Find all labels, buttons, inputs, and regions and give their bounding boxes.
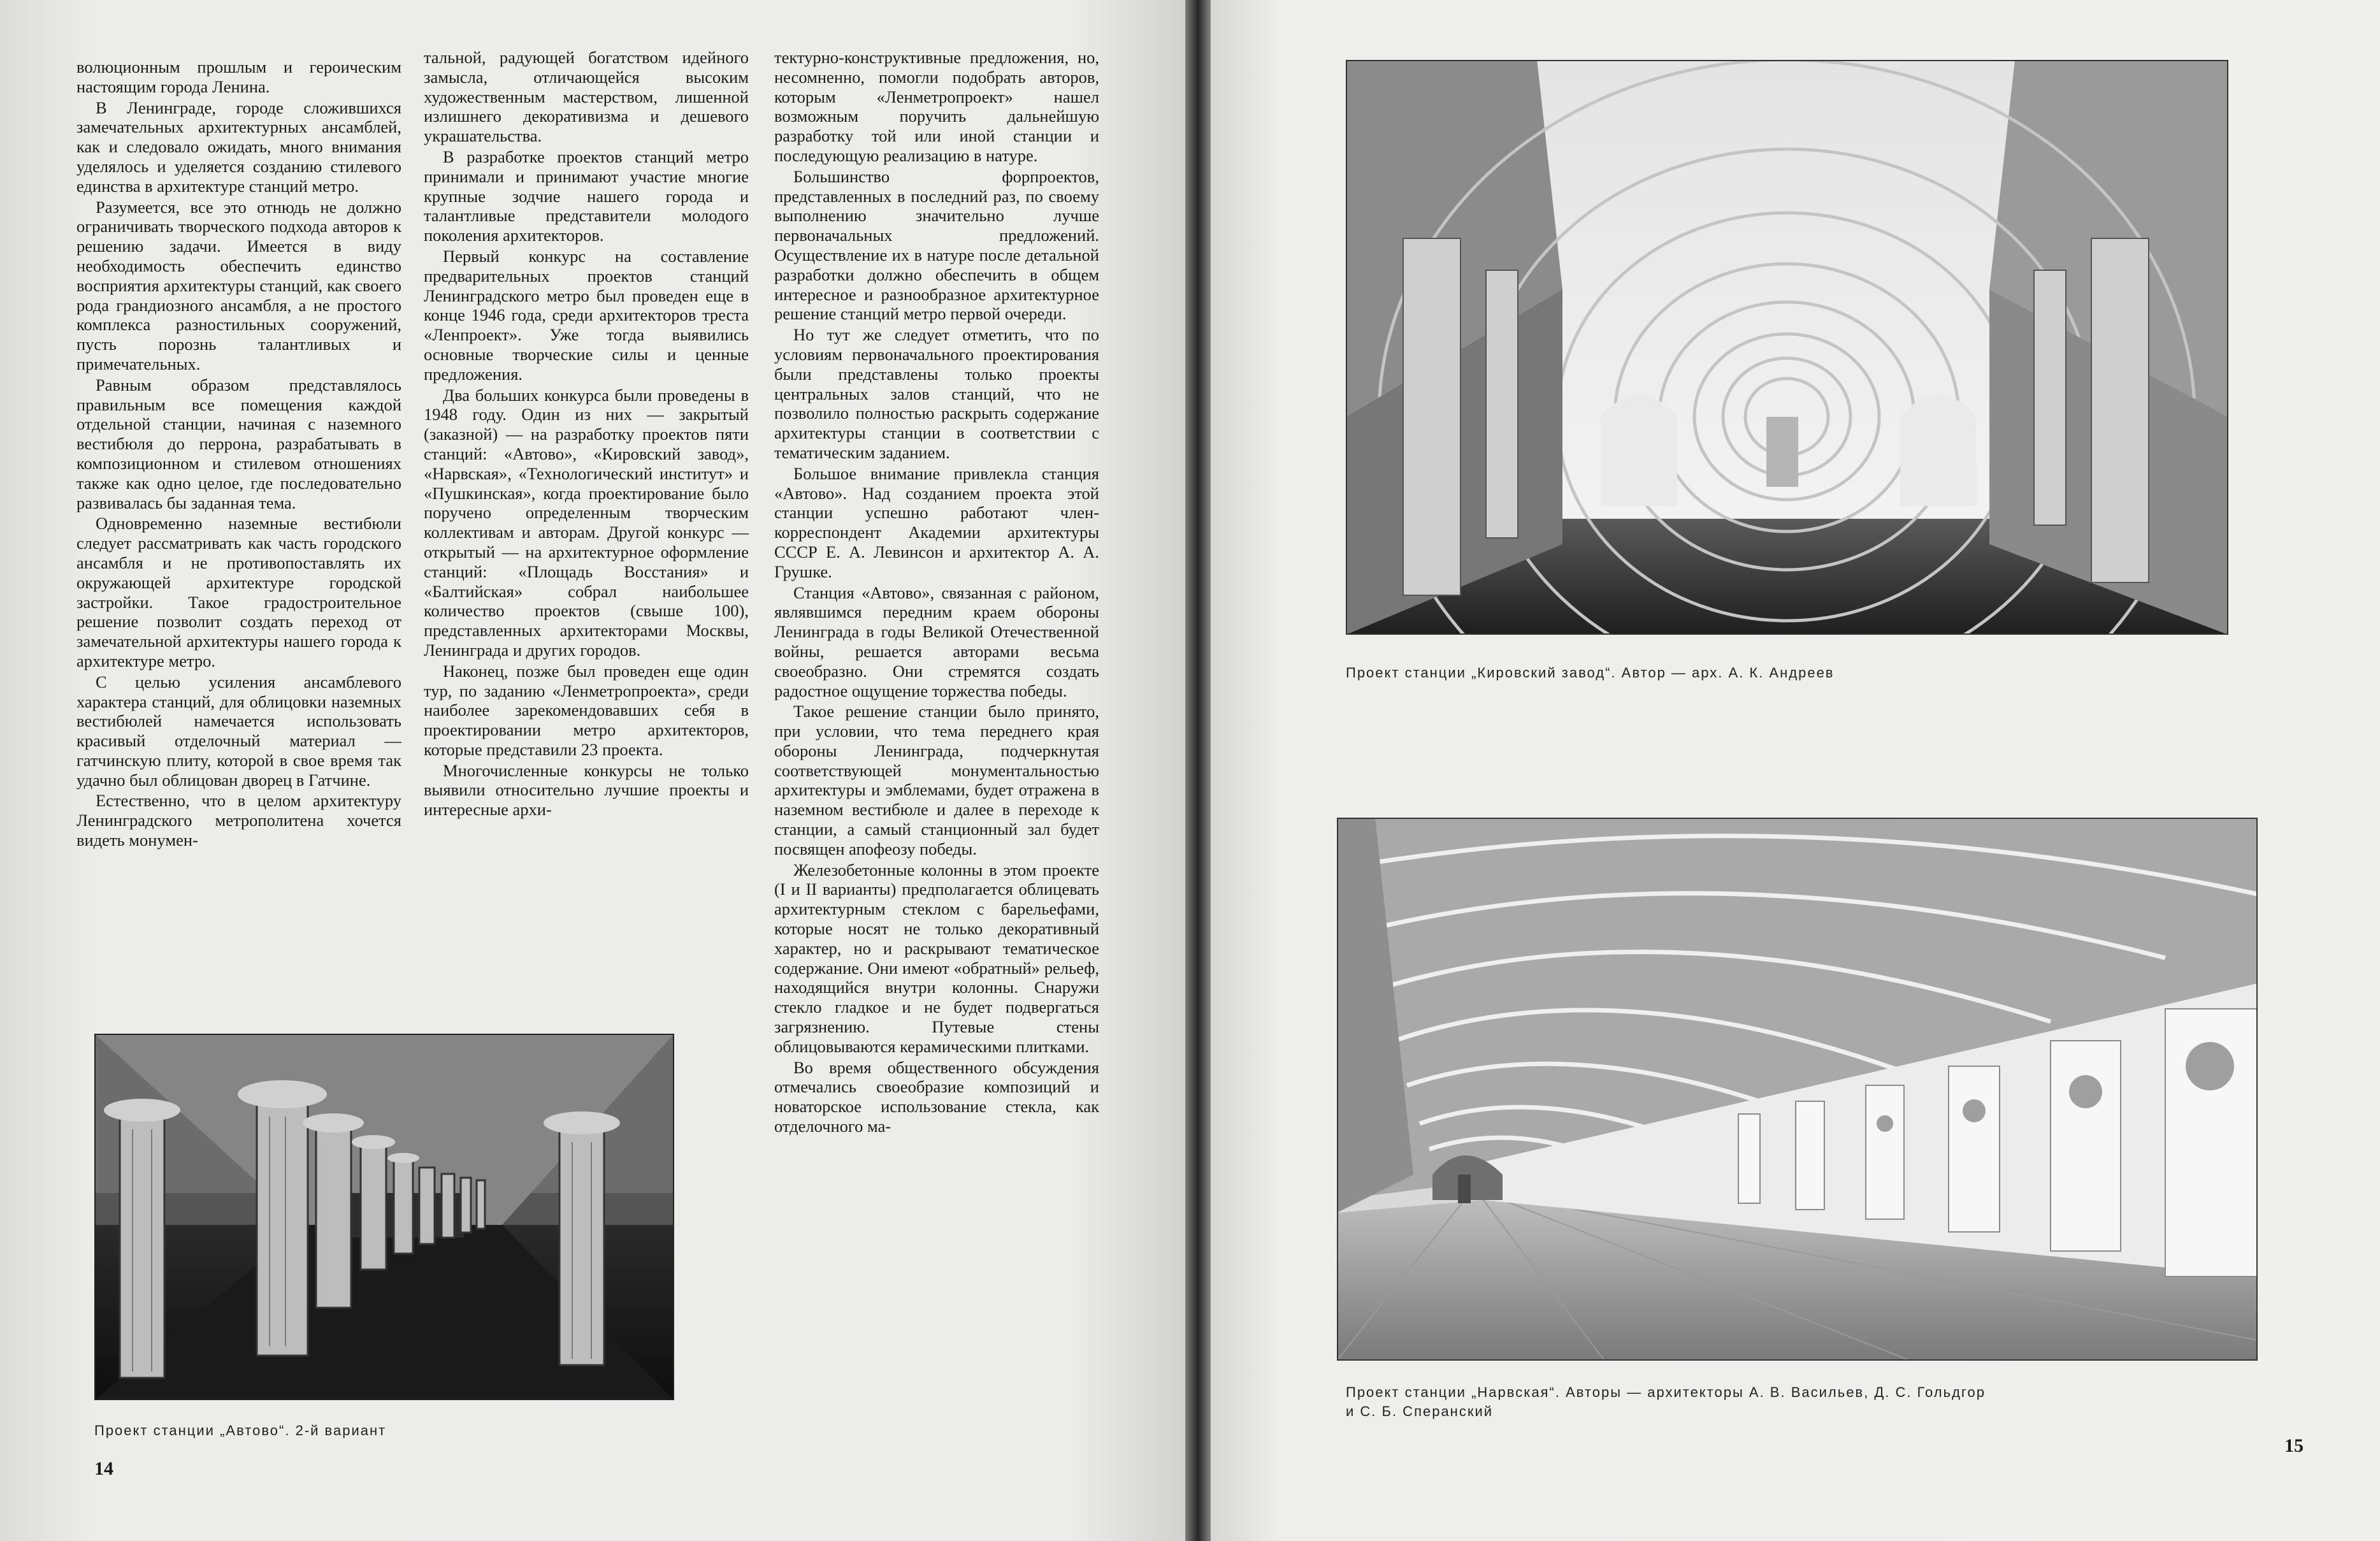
paragraph: С целью усиления ансамблевого характера станций, для облицовки наземных вестибюлей намечается использовать красивый отделочный материал — гатчинскую плиту, которой в свое время так удачно был облицован дворец в Гатчине. [76, 672, 401, 790]
left-page [0, 0, 1185, 1541]
text-column-2 [424, 48, 749, 820]
kirovsky-figure-caption: Проект станции „Кировский завод“. Автор — арх. А. К. Андреев [1346, 665, 1835, 681]
paragraph: Равным образом представлялось правильным все помещения каждой отдельной станции, начиная с наземного вестибюля до перрона, разрабатывать в композиционном и стилевом отношениях также как одно целое, где последовательно развивалась бы заданная тема. [76, 375, 401, 512]
book-gutter [1185, 0, 1211, 1541]
text-column-3 [774, 48, 1099, 1136]
paragraph: Первый конкурс на составление предварительных проектов станций Ленинградского метро был проведен еще в конце 1946 года, среди архитекторов треста «Ленпроект». Уже тогда выявились основные творческие силы и ценные предложения. [424, 246, 749, 384]
paragraph: Во время общественного обсуждения отмечались своеобразие композиций и новаторское использование стекла, как отделочного ма- [774, 1057, 1099, 1136]
avtovo-figure-caption: Проект станции „Автово“. 2-й вариант [94, 1422, 387, 1438]
paragraph: тальной, радующей богатством идейного замысла, отличающейся высоким художественным мастерством, лишенной излишнего декоративизма и дешевого украшательства. [424, 48, 749, 146]
narvskaya-figure-caption-line2: и С. Б. Сперанский [1346, 1403, 1494, 1419]
paragraph: Естественно, что в целом архитектуру Ленинградского метрополитена хочется видеть монумен- [76, 791, 401, 850]
narvskaya-station-illustration [1337, 818, 2258, 1361]
paragraph: Многочисленные конкурсы не только выявили относительно лучшие проекты и интересные архи- [424, 760, 749, 820]
paragraph: Разумеется, все это отнюдь не должно ограничивать творческого подхода авторов к решению задачи. Имеется в виду необходимость обеспечить единство восприятия архитектуры станций, как своего рода грандиозного ансамбля, а не простого комплекса разностильных сооружений, пусть порознь талантливых и примечательных. [76, 197, 401, 373]
page-number-left: 14 [94, 1458, 113, 1479]
paragraph: Железобетонные колонны в этом проекте (I и II варианты) предполагается облицевать архитектурным стеклом с барельефами, которые носят не только декоративный характер, но и раскрывают тематическое содержание. Они имеют «обратный» рельеф, находящийся внутри колонны. Снаружи стекло гладкое и не будет подвергаться загрязнению. Путевые стены облицовываются керамическими плитками. [774, 860, 1099, 1056]
paragraph: Станция «Автово», связанная с районом, являвшимся передним краем обороны Ленинграда в годы Великой Отечественной войны, решается авторами весьма своеобразно. Они стремятся создать радостное ощущение торжества победы. [774, 582, 1099, 700]
text-column-1 [76, 57, 401, 850]
kirovsky-zavod-station-illustration [1346, 60, 2228, 635]
avtovo-station-illustration [94, 1034, 674, 1400]
narvskaya-figure-caption-line1: Проект станции „Нарвская“. Авторы — архитекторы А. В. Васильев, Д. С. Гольдгор [1346, 1384, 1986, 1400]
paragraph: В разработке проектов станций метро принимали и принимают участие многие крупные зодчие нашего города и талантливые представители молодого поколения архитекторов. [424, 147, 749, 245]
paragraph: Такое решение станции было принято, при условии, что тема переднего края обороны Ленинграда, подчеркнутая соответствующей монументальностью архитектуры и эмблемами, будет отражена в наземном вестибюле и далее в переходе к станции, а самый станционный зал будет посвящен апофеозу победы. [774, 702, 1099, 858]
paragraph: Два больших конкурса были проведены в 1948 году. Один из них — закрытый (заказной) — на разработку проектов пяти станций: «Автово», «Кировский завод», «Нарвская», «Технологический институт» и «Пушкинская», когда проектирование было поручено определенным творческим коллективам и авторам. Другой конкурс — открытый — на архитектурное оформление станций: «Площадь Восстания» и «Балтийская» собрал наибольшее количество проектов (свыше 100), представленных архитекторами Москвы, Ленинграда и других городов. [424, 385, 749, 660]
paragraph: тектурно-конструктивные предложения, но, несомненно, помогли подобрать авторов, которым «Ленметропроект» нашел возможным поручить дальнейшую разработку той или иной станции и последующую реализацию в натуре. [774, 48, 1099, 165]
paragraph: В Ленинграде, городе сложившихся замечательных архитектурных ансамблей, как и следовало ожидать, много внимания уделялось и уделяется созданию стилевого единства в архитектуре станций метро. [76, 98, 401, 196]
paragraph: волюционным прошлым и героическим настоящим города Ленина. [76, 57, 401, 96]
paragraph: Одновременно наземные вестибюли следует рассматривать как часть городского ансамбля и не противопоставлять их окружающей архитектуре городской застройки. Такое градостроительное решение позволит создать переход от замечательной архитектуры нашего города к архитектуре метро. [76, 514, 401, 670]
paragraph: Наконец, позже был проведен еще один тур, по заданию «Ленметропроекта», среди наиболее зарекомендовавших себя в проектировании метро архитекторов, которые представили 23 проекта. [424, 661, 749, 759]
page-number-right: 15 [2284, 1435, 2304, 1456]
paragraph: Большинство форпроектов, представленных в последний раз, по своему выполнению значительно лучше первоначальных предложений. Осуществление их в натуре после детальной разработки должно обеспечить в общем интересное и разнообразное архитектурное решение станций метро первой очереди. [774, 166, 1099, 324]
right-page [1211, 0, 2380, 1541]
paragraph: Но тут же следует отметить, что по условиям первоначального проектирования были представлены только проекты центральных залов станций, что не позволило полностью раскрыть содержание архитектуры станции в соответствии с тематическим заданием. [774, 325, 1099, 462]
paragraph: Большое внимание привлекла станция «Автово». Над созданием проекта этой станции успешно работают член-корреспондент Академии архитектуры СССР Е. А. Левинсон и архитектор А. А. Грушке. [774, 463, 1099, 581]
